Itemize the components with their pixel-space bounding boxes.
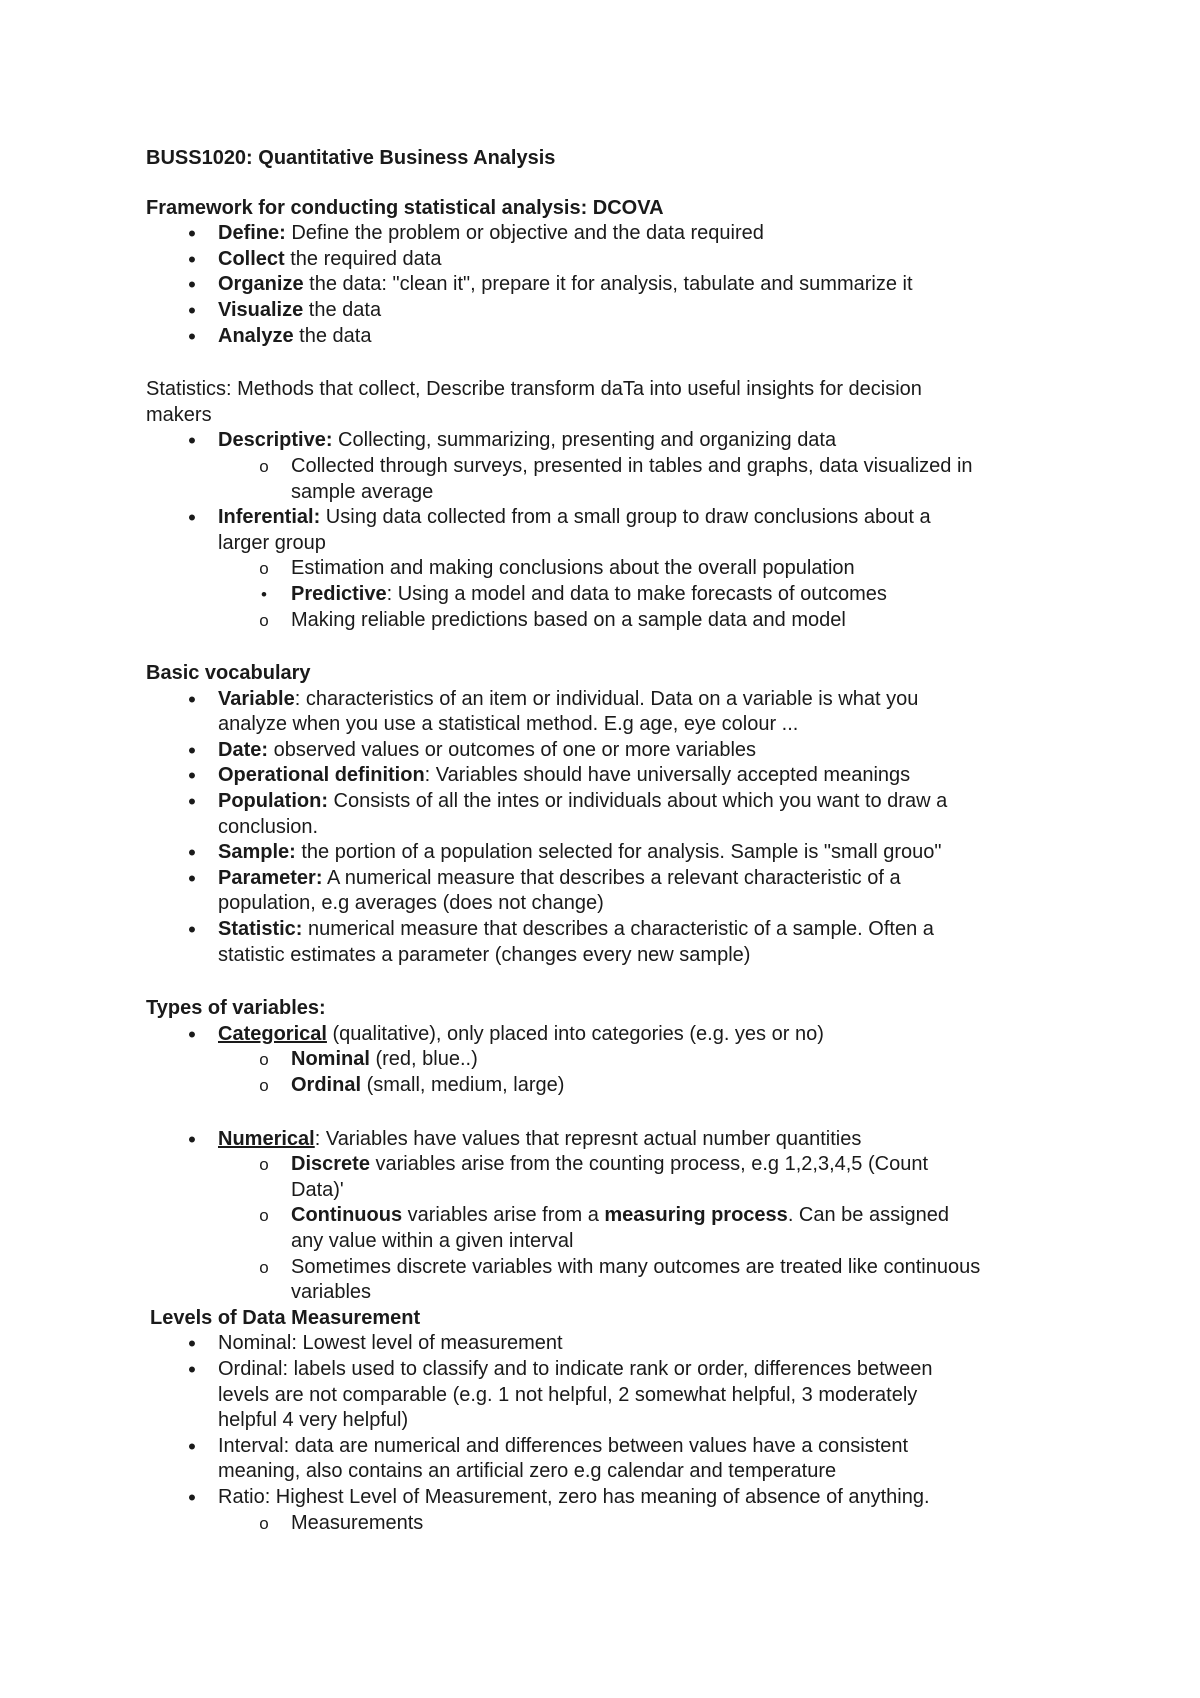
sub-list-item: o Making reliable predictions based on a sample data and model: [146, 608, 1076, 634]
bullet-icon: •: [188, 297, 196, 323]
types-heading: Types of variables:: [146, 997, 326, 1020]
list-item: • Parameter: A numerical measure that describes a relevant characteristic of a: [146, 866, 1076, 892]
list-item: • Analyze the data: [146, 324, 1076, 350]
list-item: • Statistic: numerical measure that describes a characteristic of a sample. Often a: [146, 917, 1076, 943]
dcova-heading: Framework for conducting statistical analysis: DCOVA: [146, 196, 664, 219]
bullet-icon: •: [188, 1484, 196, 1510]
list-item: • Population: Consists of all the intes or individuals about which you want to draw a: [146, 789, 1076, 815]
list-item-cont: meaning, also contains an artificial zero e.g calendar and temperature: [218, 1460, 837, 1483]
bullet-icon: •: [188, 763, 196, 789]
list-item-cont: helpful 4 very helpful): [218, 1409, 409, 1432]
list-item: • Variable: characteristics of an item or individual. Data on a variable is what you: [146, 687, 1076, 713]
bullet-icon: •: [188, 1126, 196, 1152]
list-item: • Sample: the portion of a population selected for analysis. Sample is "small grouo": [146, 840, 1076, 866]
list-item-cont: conclusion.: [218, 815, 319, 838]
bullet-icon: •: [188, 505, 196, 531]
sub-bullet-icon: o: [259, 1206, 269, 1226]
sub-list-item: o Sometimes discrete variables with many outcomes are treated like continuous: [146, 1255, 1076, 1281]
list-item: • Define: Define the problem or objective and the data required: [146, 221, 1076, 247]
list-item-cont: larger group: [218, 531, 326, 554]
list-item: • Collect the required data: [146, 247, 1076, 273]
list-item: • Visualize the data: [146, 298, 1076, 324]
bullet-icon: •: [188, 246, 196, 272]
bullet-icon: •: [261, 584, 267, 604]
bullet-icon: •: [188, 272, 196, 298]
list-item: • Interval: data are numerical and differences between values have a consistent: [146, 1434, 1076, 1460]
sub-bullet-icon: o: [259, 610, 269, 630]
list-item: • Inferential: Using data collected from a small group to draw conclusions about a: [146, 505, 1076, 531]
bullet-icon: •: [188, 917, 196, 943]
bullet-icon: •: [188, 840, 196, 866]
document-title: BUSS1020: Quantitative Business Analysis: [146, 147, 556, 169]
list-item: • Organize the data: "clean it", prepare it for analysis, tabulate and summarize it: [146, 272, 1076, 298]
list-item: • Date: observed values or outcomes of one or more variables: [146, 738, 1076, 764]
sub-list-item: o Measurements: [146, 1511, 1076, 1537]
sub-list-item-cont: sample average: [291, 480, 434, 503]
sub-list-item-cont: variables: [291, 1281, 372, 1304]
sub-list-item: • Predictive: Using a model and data to make forecasts of outcomes: [146, 582, 1076, 608]
list-item: • Nominal: Lowest level of measurement: [146, 1331, 1076, 1357]
bullet-icon: •: [188, 1356, 196, 1382]
sub-bullet-icon: o: [259, 559, 269, 579]
vocab-heading: Basic vocabulary: [146, 662, 311, 685]
statistics-intro: Statistics: Methods that collect, Describe transform daTa into useful insights for decision: [146, 378, 922, 401]
sub-list-item: o Nominal (red, blue..): [146, 1047, 1076, 1073]
list-item-cont: statistic estimates a parameter (changes every new sample): [218, 943, 751, 966]
sub-list-item-cont: any value within a given interval: [291, 1229, 574, 1252]
list-item-cont: levels are not comparable (e.g. 1 not helpful, 2 somewhat helpful, 3 moderately: [218, 1383, 918, 1406]
sub-list-item-cont: Data)': [291, 1178, 344, 1201]
sub-list-item: o Ordinal (small, medium, large): [146, 1073, 1076, 1099]
statistics-intro-cont: makers: [146, 403, 212, 426]
sub-bullet-icon: o: [259, 456, 269, 476]
bullet-icon: •: [188, 737, 196, 763]
bullet-icon: •: [188, 221, 196, 247]
sub-bullet-icon: o: [259, 1513, 269, 1533]
bullet-icon: •: [188, 789, 196, 815]
list-item: • Ordinal: labels used to classify and to indicate rank or order, differences between: [146, 1357, 1076, 1383]
sub-bullet-icon: o: [259, 1076, 269, 1095]
list-item: • Categorical (qualitative), only placed into categories (e.g. yes or no): [146, 1022, 1076, 1048]
bullet-icon: •: [188, 1021, 196, 1047]
document-body: [146, 146, 1076, 1536]
list-item: • Numerical: Variables have values that represnt actual number quantities: [146, 1127, 1076, 1153]
sub-bullet-icon: o: [259, 1155, 269, 1175]
bullet-icon: •: [188, 686, 196, 712]
bullet-icon: •: [188, 428, 196, 454]
list-item-cont: analyze when you use a statistical method. E.g age, eye colour ...: [218, 713, 799, 736]
bullet-icon: •: [188, 865, 196, 891]
bullet-icon: •: [188, 1331, 196, 1357]
list-item: • Descriptive: Collecting, summarizing, presenting and organizing data: [146, 428, 1076, 454]
sub-list-item: o Continuous variables arise from a measuring process. Can be assigned: [146, 1203, 1076, 1229]
sub-bullet-icon: o: [259, 1050, 269, 1070]
list-item: • Ratio: Highest Level of Measurement, zero has meaning of absence of anything.: [146, 1485, 1076, 1511]
bullet-icon: •: [188, 323, 196, 349]
sub-list-item: o Discrete variables arise from the counting process, e.g 1,2,3,4,5 (Count: [146, 1152, 1076, 1178]
bullet-icon: •: [188, 1433, 196, 1459]
sub-list-item: o Estimation and making conclusions about the overall population: [146, 556, 1076, 582]
sub-list-item: o Collected through surveys, presented in tables and graphs, data visualized in: [146, 454, 1076, 480]
list-item: • Operational definition: Variables should have universally accepted meanings: [146, 763, 1076, 789]
sub-bullet-icon: o: [259, 1257, 269, 1277]
levels-heading: Levels of Data Measurement: [150, 1306, 421, 1329]
list-item-cont: population, e.g averages (does not change): [218, 892, 604, 915]
